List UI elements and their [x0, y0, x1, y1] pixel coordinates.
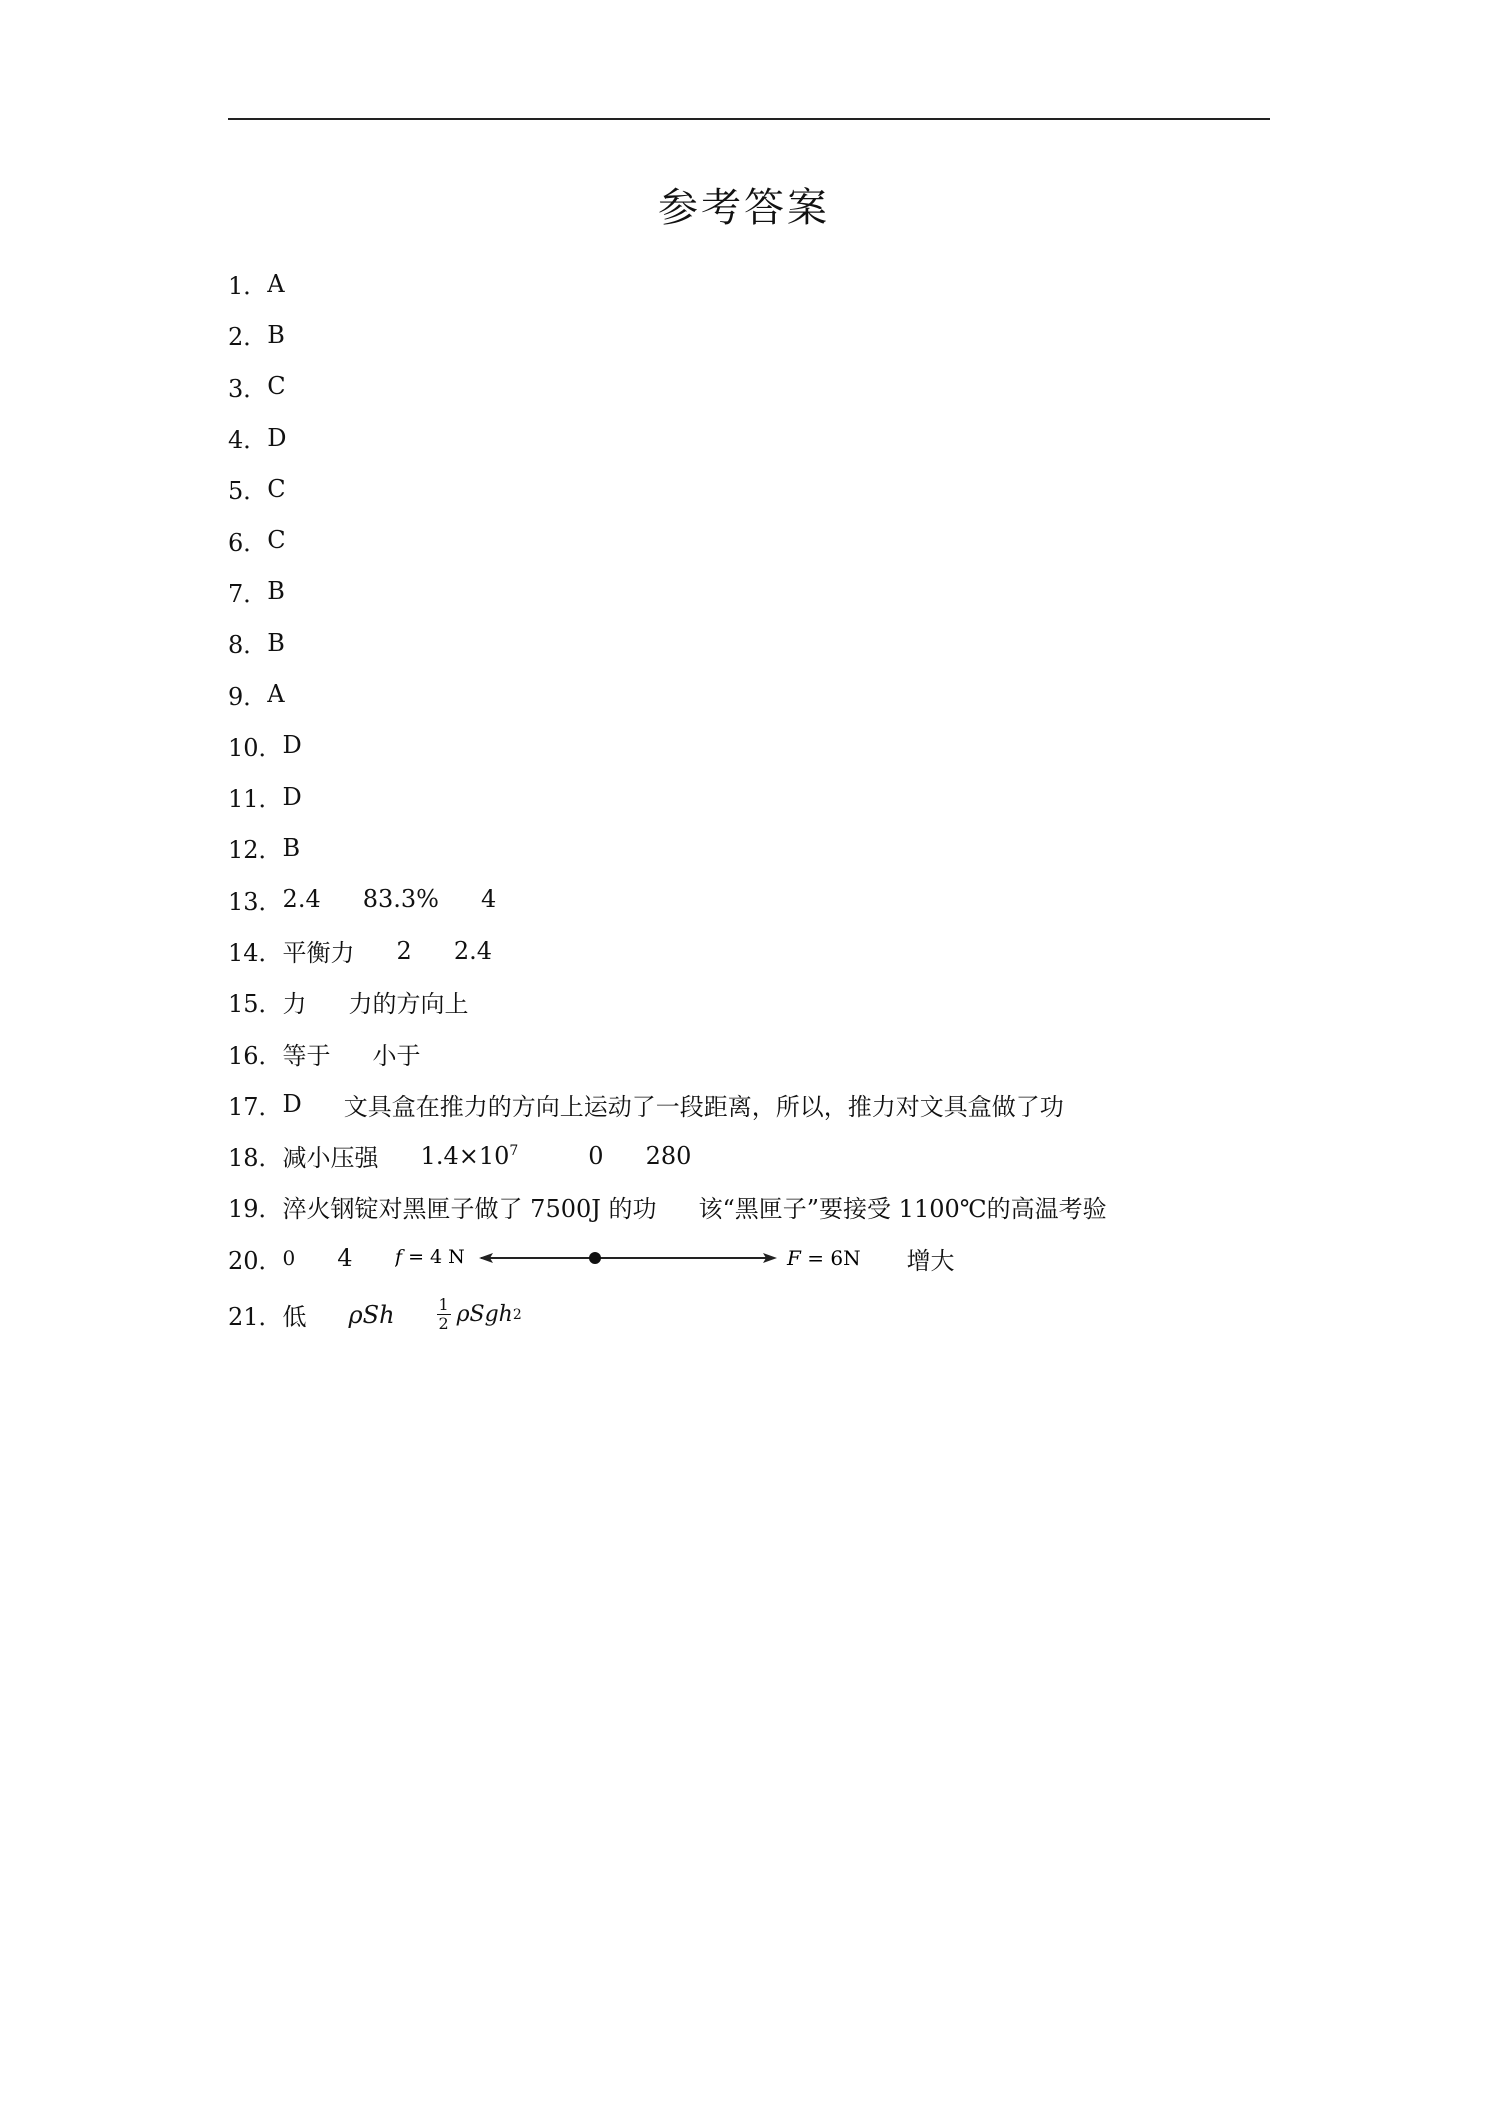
fraction-denominator: 2 [438, 1314, 449, 1334]
answer-text: C [267, 526, 286, 555]
answer-row-19 [228, 1181, 1288, 1232]
fraction [437, 1296, 451, 1333]
answer-text: 0 [588, 1141, 604, 1170]
answer-text: D [267, 423, 287, 452]
answer-text: 低 [282, 1303, 307, 1332]
answer-number: 4． [228, 426, 268, 455]
answer-text: 淬火钢锭对黑匣子做了 7500J 的功 [282, 1195, 657, 1224]
answer-number: 7． [228, 579, 268, 608]
answer-number: 13． [228, 887, 283, 916]
answer-row-5 [228, 463, 1288, 514]
object-dot [589, 1252, 601, 1264]
answer-row-12 [228, 822, 1288, 873]
answer-text: B [267, 577, 285, 606]
answer-row-6 [228, 514, 1288, 565]
answer-text: A [267, 269, 285, 298]
answer-number: 1． [228, 272, 268, 301]
answer-text: 280 [645, 1141, 692, 1170]
answer-number: 16． [228, 1041, 283, 1070]
force-diagram [395, 1243, 865, 1273]
answer-row-3 [228, 361, 1288, 412]
answer-row-17 [228, 1079, 1288, 1130]
answer-text: C [267, 474, 286, 503]
answer-row-20 [228, 1233, 1288, 1284]
answer-row-7 [228, 566, 1288, 617]
formula-mass: ρSh [348, 1300, 395, 1329]
answer-number: 14． [228, 939, 283, 967]
answer-text: 0 [282, 1246, 296, 1271]
answer-number: 19． [228, 1195, 283, 1224]
answer-row-4 [228, 412, 1288, 463]
answer-row-9 [228, 668, 1288, 719]
answer-number: 8． [228, 631, 268, 660]
answer-list [228, 258, 1288, 1346]
answer-text: 文具盒在推力的方向上运动了一段距离，所以，推力对文具盒做了功 [343, 1092, 1064, 1121]
answer-row-1 [228, 258, 1288, 309]
answer-row-13 [228, 874, 1288, 925]
answer-row-11 [228, 771, 1288, 822]
answer-text: 增大 [906, 1246, 955, 1275]
answer-number: 12． [228, 836, 283, 865]
answer-number: 10． [228, 733, 283, 762]
power-base: 1.4×10 [420, 1141, 510, 1170]
answer-text: B [282, 833, 301, 862]
formula-energy: $\frac{1}{2}$ ρSgh 2 [438, 1295, 522, 1334]
answer-row-10 [228, 720, 1288, 771]
answer-text: 力 [282, 990, 307, 1019]
answer-number: 5． [228, 477, 268, 506]
answer-text: 力的方向上 [348, 990, 469, 1019]
answer-number: 9． [228, 682, 268, 711]
answer-number: 18． [228, 1144, 283, 1173]
push-force-label: F = 6N [786, 1246, 861, 1271]
answer-text: 减小压强 [282, 1144, 379, 1173]
answer-text: 4 [480, 885, 497, 914]
answer-row-15 [228, 976, 1288, 1027]
answer-text: D [282, 782, 302, 811]
answer-number: 15． [228, 990, 283, 1019]
power-exponent: 7 [509, 1142, 519, 1159]
answer-text: B [267, 628, 285, 657]
answer-text: A [267, 680, 285, 709]
answer-row-8 [228, 617, 1288, 668]
header-rule [228, 118, 1270, 120]
answer-row-14 [228, 925, 1288, 976]
answer-row-18 [228, 1130, 1288, 1181]
answer-text: 2.4 [282, 885, 321, 914]
friction-force-label: f = 4 N [394, 1246, 465, 1269]
answer-text: 该“黑匣子”要接受 1100℃的高温考验 [698, 1195, 1107, 1224]
answer-text: 平衡力 [282, 939, 355, 967]
answer-number: 20． [228, 1246, 283, 1275]
answer-text: C [267, 372, 286, 401]
answer-text: 4 [337, 1244, 353, 1273]
answer-row-16 [228, 1027, 1288, 1078]
page-title: 参考答案 [658, 185, 830, 231]
answer-text: D [282, 1090, 302, 1119]
answer-row-21 [228, 1284, 1288, 1346]
answer-text-power [421, 1142, 519, 1170]
answer-number: 11． [228, 785, 283, 814]
fraction-numerator: 1 [438, 1295, 449, 1315]
answer-text: 2 [396, 936, 412, 965]
answer-number: 21． [228, 1303, 283, 1332]
answer-text: 83.3% [362, 885, 439, 914]
answer-number: 6． [228, 528, 268, 557]
answer-text: B [267, 320, 285, 349]
answer-number: 3． [228, 374, 268, 403]
answer-text: 2.4 [453, 936, 492, 965]
answer-text: 小于 [372, 1041, 421, 1070]
answer-text: D [282, 731, 302, 760]
answer-number: 17． [228, 1092, 283, 1121]
formula-energy-body: ρSgh [456, 1302, 513, 1328]
answer-text: 等于 [282, 1041, 331, 1070]
answer-number: 2． [228, 323, 268, 352]
answer-row-2 [228, 309, 1288, 360]
